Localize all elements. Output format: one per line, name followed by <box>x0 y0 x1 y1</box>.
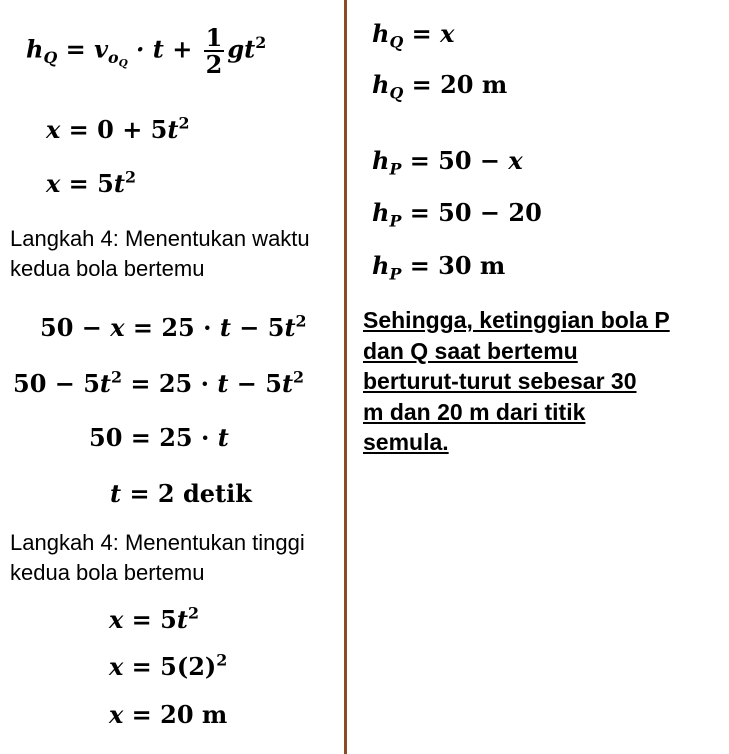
exponent: 2 <box>124 167 136 187</box>
equation-x-0-plus-5t2 <box>46 113 190 144</box>
subscript-p: P <box>389 159 402 179</box>
expression: = 0 + 5 <box>60 115 168 144</box>
subscript-q: Q <box>389 32 404 52</box>
symbol-x: x <box>109 605 124 634</box>
equals: = <box>57 34 95 64</box>
equation-x-20m <box>109 700 228 729</box>
symbol-t: t <box>281 369 294 398</box>
heading-line-1: Langkah 4: Menentukan tinggi <box>10 530 305 555</box>
symbol-x: x <box>110 313 125 342</box>
expr-c: − 5 <box>228 369 282 398</box>
dot-t-plus: · t + <box>127 34 201 64</box>
conclusion-text <box>363 305 719 458</box>
subscript-q: Q <box>43 48 58 68</box>
equation-50-eq-25t <box>89 423 229 452</box>
symbol-t: t <box>113 169 125 198</box>
symbol-t: t <box>217 423 229 452</box>
symbol-t: t <box>284 313 296 342</box>
equation-x-5-2-sq <box>109 650 228 681</box>
exponent: 2 <box>178 113 190 133</box>
expr-a: 50 − <box>40 313 111 342</box>
conclusion-line-1: Sehingga, ketinggian bola P <box>363 307 670 333</box>
equation-hp-50-minus-x <box>372 146 523 179</box>
expression: = 20 m <box>123 700 228 729</box>
expression: = 50 − <box>401 146 509 175</box>
expression: = 5(2) <box>123 652 217 681</box>
expr-c: − 5 <box>230 313 285 342</box>
symbol-x: x <box>109 700 124 729</box>
equation-hp-50-minus-20 <box>372 198 542 231</box>
expression: = 20 m <box>403 70 508 99</box>
equation-hq-motion <box>26 23 267 80</box>
symbol-t: t <box>176 605 188 634</box>
expr-b: = 25 · <box>122 369 218 398</box>
subscript-p: P <box>389 264 402 284</box>
step4-height-heading <box>10 528 305 588</box>
exponent: 2 <box>111 367 123 387</box>
expression: = 30 m <box>401 251 506 280</box>
subscript-q: Q <box>389 83 404 103</box>
subscript-oq: Q <box>118 57 128 70</box>
column-divider <box>344 0 347 754</box>
expr-b: = 25 · <box>124 313 220 342</box>
symbol-h: h <box>372 19 390 48</box>
symbol-t: t <box>110 479 122 508</box>
equation-hq-eq-x <box>372 19 455 52</box>
symbol-x: x <box>46 169 61 198</box>
symbol-t: t <box>217 369 229 398</box>
conclusion-line-3: berturut-turut sebesar 30 <box>363 368 637 394</box>
step4-time-heading <box>10 224 310 284</box>
conclusion-line-4: m dan 20 m dari titik <box>363 398 586 425</box>
symbol-h: h <box>372 198 390 227</box>
symbol-t: t <box>219 313 231 342</box>
expr-a: 50 − 5 <box>13 369 100 398</box>
exponent: 2 <box>295 311 307 331</box>
equation-hp-30m <box>372 251 506 284</box>
symbol-v: v <box>94 34 109 64</box>
conclusion-line-5: semula. <box>363 429 449 455</box>
equation-50-minus-5t2 <box>13 367 305 398</box>
symbol-gt: gt <box>227 34 256 64</box>
heading-line-1: Langkah 4: Menentukan waktu <box>10 226 310 251</box>
exponent: 2 <box>187 603 199 623</box>
equation-50-minus-x <box>40 311 307 342</box>
symbol-x: x <box>508 146 523 175</box>
equation-t-2-detik <box>110 479 252 508</box>
equation-x-5t2-second <box>109 603 199 634</box>
symbol-h: h <box>372 146 390 175</box>
expression: = 50 − 20 <box>401 198 542 227</box>
subscript-p: P <box>389 211 402 231</box>
symbol-x: x <box>109 652 124 681</box>
symbol-x: x <box>440 19 455 48</box>
heading-line-2: kedua bola bertemu <box>10 256 205 281</box>
symbol-t: t <box>167 115 179 144</box>
exponent: 2 <box>255 33 267 53</box>
exponent: 2 <box>293 367 305 387</box>
expression: = 5 <box>60 169 114 198</box>
symbol-h: h <box>372 251 390 280</box>
exponent: 2 <box>216 650 228 670</box>
conclusion-line-2: dan Q saat bertemu <box>363 337 578 364</box>
equation-hq-20m <box>372 70 508 103</box>
subscript-o: o <box>108 48 119 68</box>
symbol-h: h <box>372 70 390 99</box>
expression: = 5 <box>123 605 177 634</box>
expr-b: = 2 detik <box>121 479 252 508</box>
denominator: 2 <box>205 50 223 80</box>
equals: = <box>403 19 441 48</box>
equation-x-5t2 <box>46 167 136 198</box>
symbol-h: h <box>26 34 44 64</box>
expr-a: 50 = 25 · <box>89 423 218 452</box>
heading-line-2: kedua bola bertemu <box>10 560 205 585</box>
symbol-x: x <box>46 115 61 144</box>
symbol-t: t <box>99 369 112 398</box>
fraction-one-half <box>204 23 225 80</box>
numerator: 1 <box>205 23 223 52</box>
